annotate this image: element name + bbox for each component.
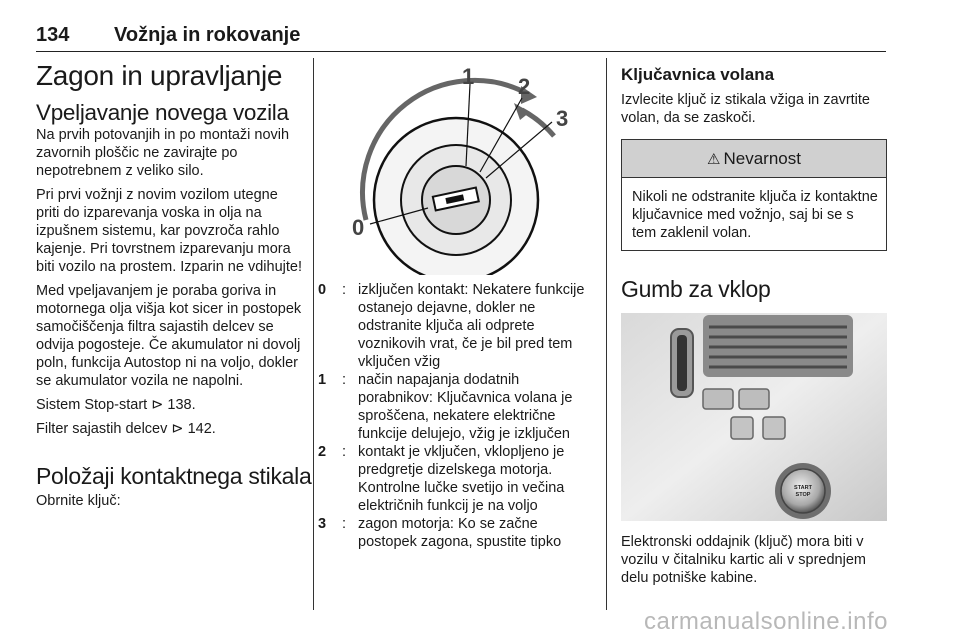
subsection-title-steering-lock: Ključavnica volana <box>621 65 775 84</box>
subsection-title-power-button: Gumb za vklop <box>621 276 771 302</box>
start-stop-label: STOP <box>795 492 811 498</box>
thumbwheel-slot <box>677 335 687 391</box>
watermark: carmanualsonline.info <box>644 608 888 635</box>
power-button-photo <box>621 313 887 521</box>
ignition-switch-figure <box>318 60 595 275</box>
column-middle <box>318 60 595 551</box>
legend-item: 1 : način napajanja dodatnih porabnikov: Ključavnica volana je sproščena, nekatere električne funkcije delujejo, vžig je izključen <box>318 371 595 443</box>
paragraph: Elektronski oddajnik (ključ) mora biti v vozilu v čitalniku kartic ali v sprednjem delu potniške kabine. <box>621 534 866 586</box>
page-header <box>36 24 886 52</box>
small-switch <box>763 417 785 439</box>
ref-arrow-icon: ⊳ <box>151 397 164 413</box>
power-button-photo-illustration <box>621 313 887 521</box>
warning-triangle-icon: ⚠ <box>707 150 721 168</box>
column-right <box>621 60 887 587</box>
legend-text: izključen kontakt: Nekatere funkcije ostanejo dejavne, dokler ne odstranite ključa ali odprete voznikovih vrat, če je bil pred tem vključen vžig <box>358 282 585 370</box>
position-label-1: 1 <box>462 64 475 89</box>
small-switch <box>739 389 769 409</box>
paragraph: Na prvih potovanjih in po montaži novih zavornih ploščic ne zavirajte po nepotrebnem z veliko silo. <box>36 127 290 179</box>
small-switch <box>731 417 753 439</box>
legend-text: način napajanja dodatnih porabnikov: Ključavnica volana je sproščena, nekatere električne funkcije delujejo, vžig je izključen <box>358 372 573 442</box>
column-divider <box>313 58 314 610</box>
column-left <box>36 60 312 510</box>
position-label-3: 3 <box>556 106 569 131</box>
paragraph: Obrnite ključ: <box>36 493 121 509</box>
legend-text: zagon motorja: Ko se začne postopek zagona, spustite tipko <box>358 516 562 550</box>
ref-page: 142. <box>187 421 216 437</box>
subsection-title-break-in: Vpeljavanje novega vozila <box>36 100 289 125</box>
ref-page: 138. <box>167 397 196 413</box>
danger-title: Nevarnost <box>723 148 801 168</box>
danger-text: Nikoli ne odstranite ključa iz kontaktne ključavnice med vožnjo, saj bi se s tem zaklenil volan. <box>632 189 878 241</box>
subsection-title-positions: Položaji kontaktnega stikala <box>36 463 312 489</box>
ref-arrow-icon: ⊳ <box>171 421 184 437</box>
ref-label: Filter sajastih delcev <box>36 421 168 437</box>
ref-label: Sistem Stop-start <box>36 397 148 413</box>
legend-key: 1 <box>318 372 327 388</box>
cross-reference-particle-filter[interactable] <box>36 420 302 438</box>
small-switch <box>703 389 733 409</box>
danger-header <box>622 140 886 178</box>
start-stop-button <box>781 469 825 513</box>
legend-key: 0 <box>318 282 327 298</box>
legend-key: 3 <box>318 516 327 532</box>
spring-back-arrowhead <box>514 103 530 120</box>
position-label-2: 2 <box>518 74 531 99</box>
danger-box <box>621 139 887 251</box>
page-number: 134 <box>36 24 70 46</box>
cross-reference-stop-start[interactable] <box>36 396 302 414</box>
column-divider <box>606 58 607 610</box>
legend-item: 3 : zagon motorja: Ko se začne postopek zagona, spustite tipko <box>318 515 595 551</box>
positions-legend <box>318 281 595 551</box>
paragraph: Pri prvi vožnji z novim vozilom utegne priti do izparevanja voska in olja na izpušnem sistemu, kar povzroča rahlo kajenje. Pri tovrstnem izparevanju mora biti vozilo na prostem. Izparin ne vdihujte! <box>36 187 302 275</box>
running-title: Vožnja in rokovanje <box>114 24 301 46</box>
ignition-switch-illustration <box>318 60 595 275</box>
legend-item: 2 : kontakt je vključen, vklopljeno je predgretje dizelskega motorja. Kontrolne lučke svetijo in večina električnih funkcij je na voljo <box>318 443 595 515</box>
start-stop-label: START <box>794 485 812 491</box>
position-label-0: 0 <box>352 215 365 240</box>
paragraph: Med vpeljavanjem je poraba goriva in motornega olja višja kot sicer in postopek samočiščenja filtra sajastih delcev se odvija pogosteje. Če akumulator ni dovolj poln, funkcija Autostop ni na voljo, dokler se akumulator vozila ne napolni. <box>36 283 302 389</box>
legend-key: 2 <box>318 444 327 460</box>
paragraph: Izvlecite ključ iz stikala vžiga in zavrtite volan, da se zaskoči. <box>621 92 870 126</box>
section-title: Zagon in upravljanje <box>36 60 283 91</box>
legend-text: kontakt je vključen, vklopljeno je predgretje dizelskega motorja. Kontrolne lučke svetijo in večina električnih funkcij je na voljo <box>358 444 565 514</box>
legend-item: 0 : izključen kontakt: Nekatere funkcije ostanejo dejavne, dokler ne odstranite ključa ali odprete voznikovih vrat, če je bil pred tem vključen vžig <box>318 281 595 371</box>
